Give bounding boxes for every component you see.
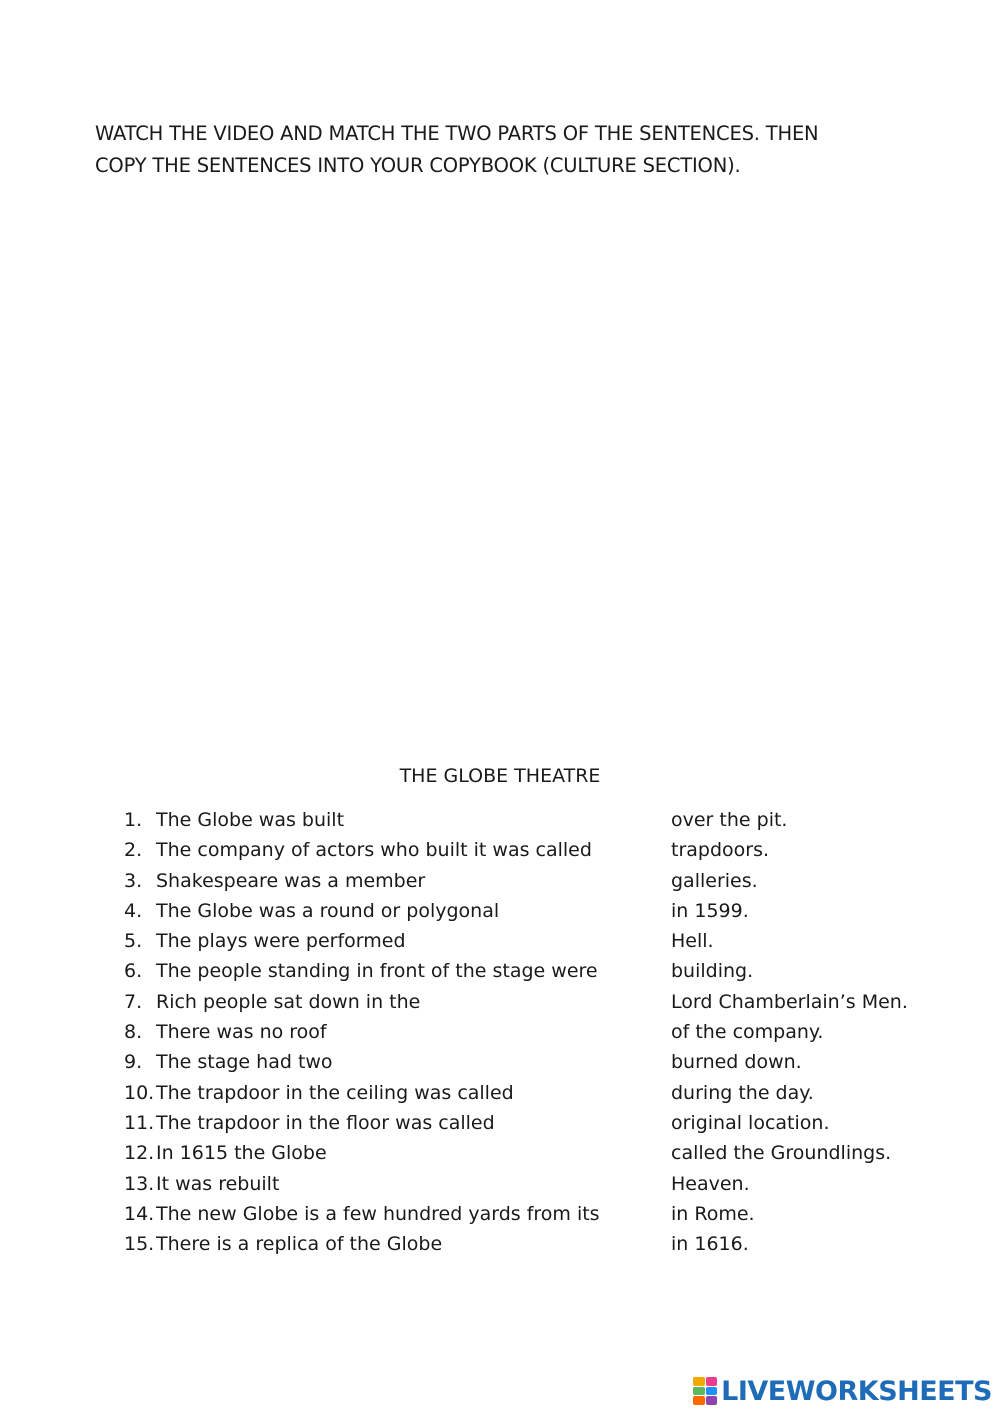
ending-item: in Rome.: [671, 1202, 755, 1225]
ending-item: during the day.: [671, 1081, 814, 1104]
item-number: 7.: [124, 990, 143, 1013]
ending-item: Heaven.: [671, 1172, 750, 1195]
list-item: [124, 926, 684, 956]
list-item: [124, 805, 684, 835]
instructions-line-2: COPY THE SENTENCES INTO YOUR COPYBOOK (CULTURE SECTION).: [95, 154, 741, 177]
list-item: [124, 1078, 684, 1108]
ending-item: of the company.: [671, 1021, 824, 1044]
logo-cell: [693, 1387, 705, 1396]
instructions-line-1: WATCH THE VIDEO AND MATCH THE TWO PARTS OF THE SENTENCES. THEN: [95, 122, 819, 145]
ending-item: called the Groundlings.: [671, 1142, 892, 1165]
list-item: [124, 1138, 684, 1168]
item-text: In 1615 the Globe: [156, 1142, 327, 1165]
item-number: 9.: [124, 1051, 143, 1074]
list-item: [124, 1047, 684, 1077]
item-text: The Globe was built: [156, 809, 345, 831]
logo-cell: [693, 1396, 705, 1405]
item-number: 14.: [124, 1202, 155, 1225]
item-number: 8.: [124, 1021, 143, 1044]
item-text: The stage had two: [156, 1051, 333, 1074]
list-item: [124, 956, 684, 986]
list-item: [124, 1199, 684, 1229]
logo-cell: [706, 1387, 718, 1396]
ending-item: building.: [671, 960, 754, 983]
liveworksheets-logo-icon: [693, 1377, 717, 1405]
ending-item: Hell.: [671, 930, 714, 953]
item-text: The trapdoor in the ceiling was called: [156, 1081, 514, 1104]
ending-item: Lord Chamberlain’s Men.: [671, 990, 908, 1013]
item-number: 4.: [124, 899, 143, 922]
item-number: 11.: [124, 1111, 155, 1134]
item-text: There is a replica of the Globe: [156, 1233, 443, 1256]
list-item: [124, 896, 684, 926]
item-text: There was no roof: [156, 1021, 327, 1044]
list-item: [124, 866, 684, 896]
item-number: 5.: [124, 930, 143, 953]
item-number: 13.: [124, 1172, 155, 1195]
list-item: [124, 1229, 684, 1259]
ending-item: over the pit.: [671, 809, 788, 831]
item-number: 2.: [124, 839, 143, 862]
list-item: [124, 987, 684, 1017]
logo-cell: [693, 1377, 705, 1386]
item-text: It was rebuilt: [156, 1172, 280, 1195]
list-item: [124, 1169, 684, 1199]
liveworksheets-logo: [693, 1373, 992, 1409]
ending-item: in 1599.: [671, 899, 749, 922]
sentence-beginnings-list: [124, 805, 684, 1259]
item-text: The company of actors who built it was called: [156, 839, 592, 862]
sentence-endings-list: [671, 805, 971, 1259]
item-number: 3.: [124, 869, 143, 892]
item-number: 10.: [124, 1081, 155, 1104]
instructions: [95, 118, 915, 182]
ending-item: burned down.: [671, 1051, 802, 1074]
item-text: The new Globe is a few hundred yards from its: [156, 1202, 600, 1225]
item-number: 1.: [124, 809, 143, 831]
item-text: The people standing in front of the stage were: [156, 960, 598, 983]
item-text: The plays were performed: [156, 930, 406, 953]
list-item: [124, 1108, 684, 1138]
ending-item: original location.: [671, 1111, 830, 1134]
ending-item: galleries.: [671, 869, 758, 892]
list-item: [124, 835, 684, 865]
ending-item: in 1616.: [671, 1233, 749, 1256]
item-text: The Globe was a round or polygonal: [156, 899, 500, 922]
worksheet-title: THE GLOBE THEATRE: [399, 765, 601, 787]
list-item: [124, 1017, 684, 1047]
ending-item: trapdoors.: [671, 839, 770, 862]
item-text: Rich people sat down in the: [156, 990, 421, 1013]
item-text: Shakespeare was a member: [156, 869, 426, 892]
item-text: The trapdoor in the floor was called: [156, 1111, 495, 1134]
item-number: 6.: [124, 960, 143, 983]
logo-cell: [706, 1396, 718, 1405]
logo-cell: [706, 1377, 718, 1386]
item-number: 12.: [124, 1142, 155, 1165]
liveworksheets-wordmark: LIVEWORKSHEETS: [721, 1375, 992, 1407]
item-number: 15.: [124, 1233, 155, 1256]
